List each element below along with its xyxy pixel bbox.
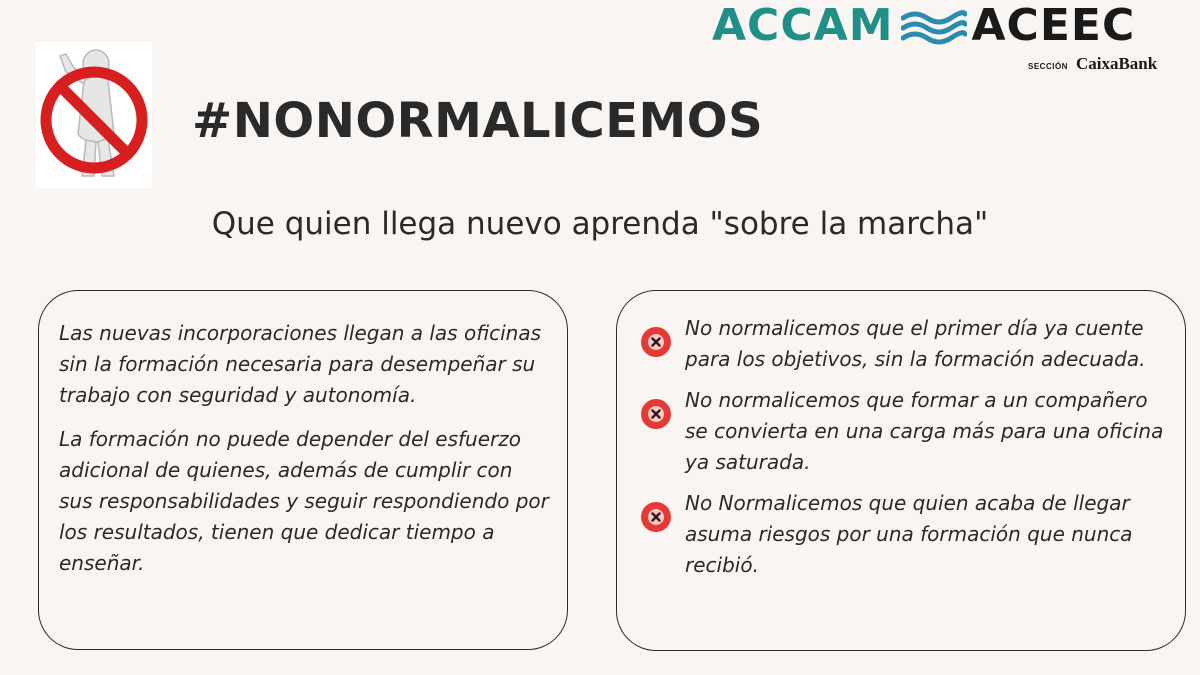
caixabank-section bbox=[1028, 54, 1157, 74]
red-x-circle-icon bbox=[639, 325, 673, 359]
list-item-text: No Normalicemos que quien acaba de llegar asuma riesgos por una formación que nunca recibió. bbox=[685, 491, 1133, 577]
page-subtitle: Que quien llega nuevo aprenda "sobre la marcha" bbox=[211, 206, 989, 242]
list-item bbox=[639, 488, 1175, 581]
aceec-logo: ACEEC bbox=[971, 0, 1136, 51]
seccion-label: SECCIÓN bbox=[1028, 62, 1068, 71]
page-title: #NONORMALICEMOS bbox=[192, 93, 764, 149]
accam-logo: ACCAM bbox=[712, 0, 894, 51]
no-entry-stop-figure-icon bbox=[36, 42, 152, 188]
demands-card bbox=[616, 290, 1186, 651]
red-x-circle-icon bbox=[639, 500, 673, 534]
caixabank-logo: CaixaBank bbox=[1075, 54, 1158, 73]
red-x-circle-icon bbox=[639, 397, 673, 431]
list-item-text: No normalicemos que el primer día ya cuente para los objetivos, sin la formación adecuada. bbox=[685, 316, 1146, 371]
logo-row bbox=[712, 2, 1135, 50]
waves-icon bbox=[901, 6, 967, 46]
list-item bbox=[639, 313, 1175, 375]
list-item bbox=[639, 385, 1175, 478]
description-card bbox=[38, 290, 568, 650]
description-paragraph: La formación no puede depender del esfuerzo adicional de quienes, además de cumplir con sus responsabilidades y seguir respondiendo por los resultados, tienen que dedicar tiempo a enseñar. bbox=[59, 427, 549, 575]
list-item-text: No normalicemos que formar a un compañero se convierta en una carga más para una oficina ya saturada. bbox=[685, 388, 1164, 474]
description-paragraph: Las nuevas incorporaciones llegan a las oficinas sin la formación necesaria para desempeñar su trabajo con seguridad y autonomía. bbox=[59, 321, 542, 407]
partner-logos bbox=[712, 2, 1192, 78]
